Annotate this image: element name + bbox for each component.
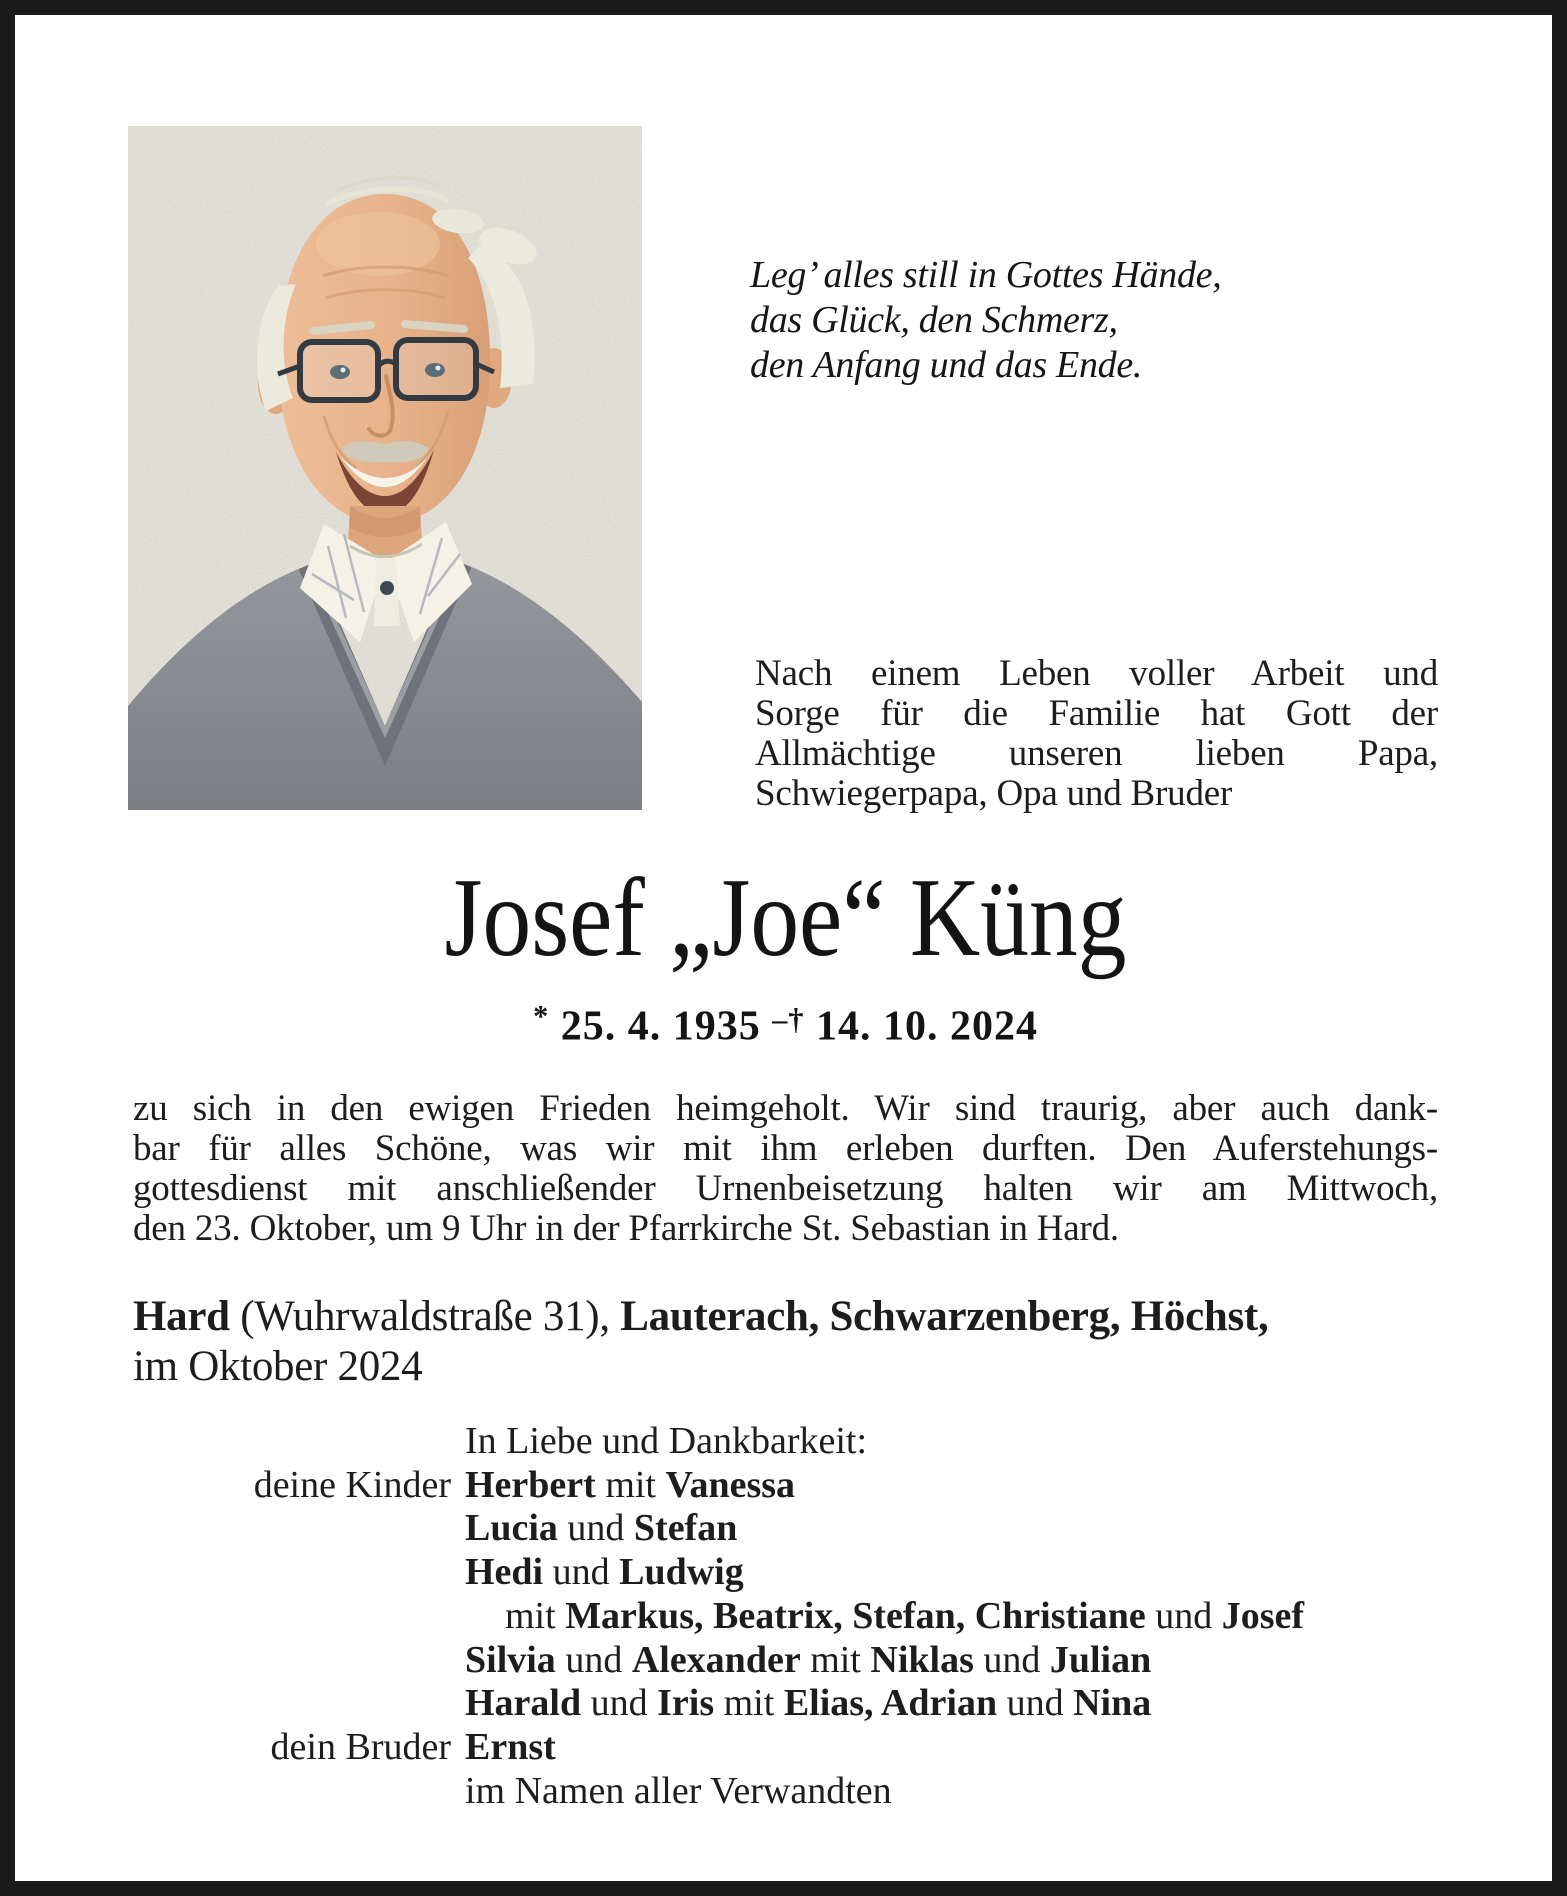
glasses (300, 342, 378, 400)
family-names (465, 1639, 1473, 1683)
family-role-label: dein Bruder (270, 1725, 451, 1768)
family-names (465, 1726, 1473, 1770)
family-names (465, 1770, 1473, 1814)
family-role-label: deine Kinder (253, 1463, 451, 1506)
text-regular: und (1145, 1594, 1222, 1637)
family-role-label (133, 1770, 465, 1814)
family-row (133, 1595, 1473, 1639)
family-names (465, 1464, 1473, 1508)
places-line (133, 1292, 1438, 1342)
family-row (133, 1770, 1473, 1814)
text-line: Allmächtige unseren lieben Papa, (755, 733, 1438, 774)
text-regular: im Namen aller Verwandten (465, 1769, 892, 1812)
text-regular: In Liebe und Dankbarkeit: (465, 1420, 868, 1462)
name-bold: Julian (1049, 1638, 1152, 1681)
family-role-label (133, 1682, 465, 1726)
death-date: 14. 10. 2024 (815, 1003, 1038, 1050)
name-bold: Ludwig (619, 1551, 744, 1594)
family-names (465, 1682, 1473, 1726)
text-regular: mit (505, 1594, 566, 1637)
family-row (133, 1420, 1473, 1464)
life-dates (133, 1000, 1438, 1050)
moustache (341, 441, 429, 462)
name-bold: Harald (465, 1682, 582, 1725)
date-place-line: im Oktober 2024 (133, 1343, 423, 1390)
name-bold: Herbert (465, 1463, 596, 1506)
family-role-label (133, 1595, 465, 1639)
death-cross-symbol: † (788, 1002, 805, 1037)
mourning-places (133, 1292, 1438, 1392)
family-row (133, 1639, 1473, 1683)
announcement-paragraph (133, 1089, 1438, 1249)
name-bold: Silvia (465, 1638, 556, 1681)
family-role-label (133, 1507, 465, 1551)
date-separator: – (772, 1002, 789, 1037)
intro-paragraph (755, 654, 1438, 814)
text-line: Leg’ alles still in Gottes Hände, (750, 254, 1222, 296)
epigraph-verse (750, 253, 1450, 388)
portrait-photo (128, 126, 642, 810)
name-bold: Niklas (870, 1638, 974, 1681)
text-regular: und (555, 1638, 632, 1681)
name-bold: Iris (657, 1682, 715, 1725)
text-regular: mit (595, 1463, 666, 1506)
text-regular: und (581, 1682, 658, 1725)
name-bold: Josef (1221, 1594, 1305, 1637)
family-names (465, 1595, 1473, 1639)
text-regular: und (557, 1507, 634, 1550)
text-line: das Glück, den Schmerz, (750, 299, 1118, 341)
family-row (133, 1464, 1473, 1508)
family-role-label (133, 1639, 465, 1683)
name-bold: Elias, Adrian (783, 1682, 998, 1725)
name-bold: Hard (133, 1293, 230, 1340)
name-bold: Stefan (633, 1507, 738, 1550)
text-regular: mit (800, 1638, 871, 1681)
family-names (465, 1420, 1473, 1464)
text-regular: und (543, 1551, 620, 1594)
birth-date: 25. 4. 1935 (560, 1003, 761, 1050)
family-names (465, 1507, 1473, 1551)
name-bold: Lucia (465, 1507, 558, 1550)
family-names (465, 1551, 1473, 1595)
name-bold: Vanessa (665, 1463, 796, 1506)
name-bold: Lauterach, Schwarzenberg, Höchst, (620, 1293, 1269, 1340)
family-row (133, 1551, 1473, 1595)
text-line: den 23. Oktober, um 9 Uhr in der Pfarrkirche St. Sebastian in Hard. (133, 1208, 1119, 1249)
family-list (133, 1420, 1473, 1813)
portrait-illustration (128, 126, 642, 810)
name-bold: Alexander (631, 1638, 801, 1681)
family-row (133, 1507, 1473, 1551)
text-line: Nach einem Leben voller Arbeit und (755, 653, 1438, 694)
text-regular: (Wuhrwaldstraße 31), (229, 1293, 621, 1340)
family-row (133, 1682, 1473, 1726)
text-regular: und (973, 1638, 1050, 1681)
text-line: bar für alles Schöne, was wir mit ihm erleben durften. Den Auferstehungs- (133, 1128, 1438, 1169)
family-row (133, 1726, 1473, 1770)
deceased-name: Josef „Joe“ Küng (444, 856, 1127, 980)
text-regular: mit (714, 1682, 784, 1725)
text-line: zu sich in den ewigen Frieden heimgeholt. Wir sind traurig, aber auch dank- (133, 1088, 1438, 1129)
text-line: Schwiegerpapa, Opa und Bruder (755, 773, 1233, 814)
family-role-label (133, 1551, 465, 1595)
name-bold: Nina (1073, 1682, 1152, 1725)
text-regular: und (997, 1682, 1074, 1725)
text-line: den Anfang und das Ende. (750, 344, 1143, 386)
text-line: gottesdienst mit anschließender Urnenbeisetzung halten wir am Mittwoch, (133, 1168, 1438, 1209)
family-role-label (133, 1420, 465, 1464)
name-bold: Ernst (465, 1725, 556, 1768)
name-bold: Hedi (465, 1551, 544, 1594)
birth-star-symbol: * (533, 999, 550, 1033)
text-line: Sorge für die Familie hat Gott der (755, 693, 1438, 734)
name-bold: Markus, Beatrix, Stefan, Christiane (565, 1594, 1146, 1637)
